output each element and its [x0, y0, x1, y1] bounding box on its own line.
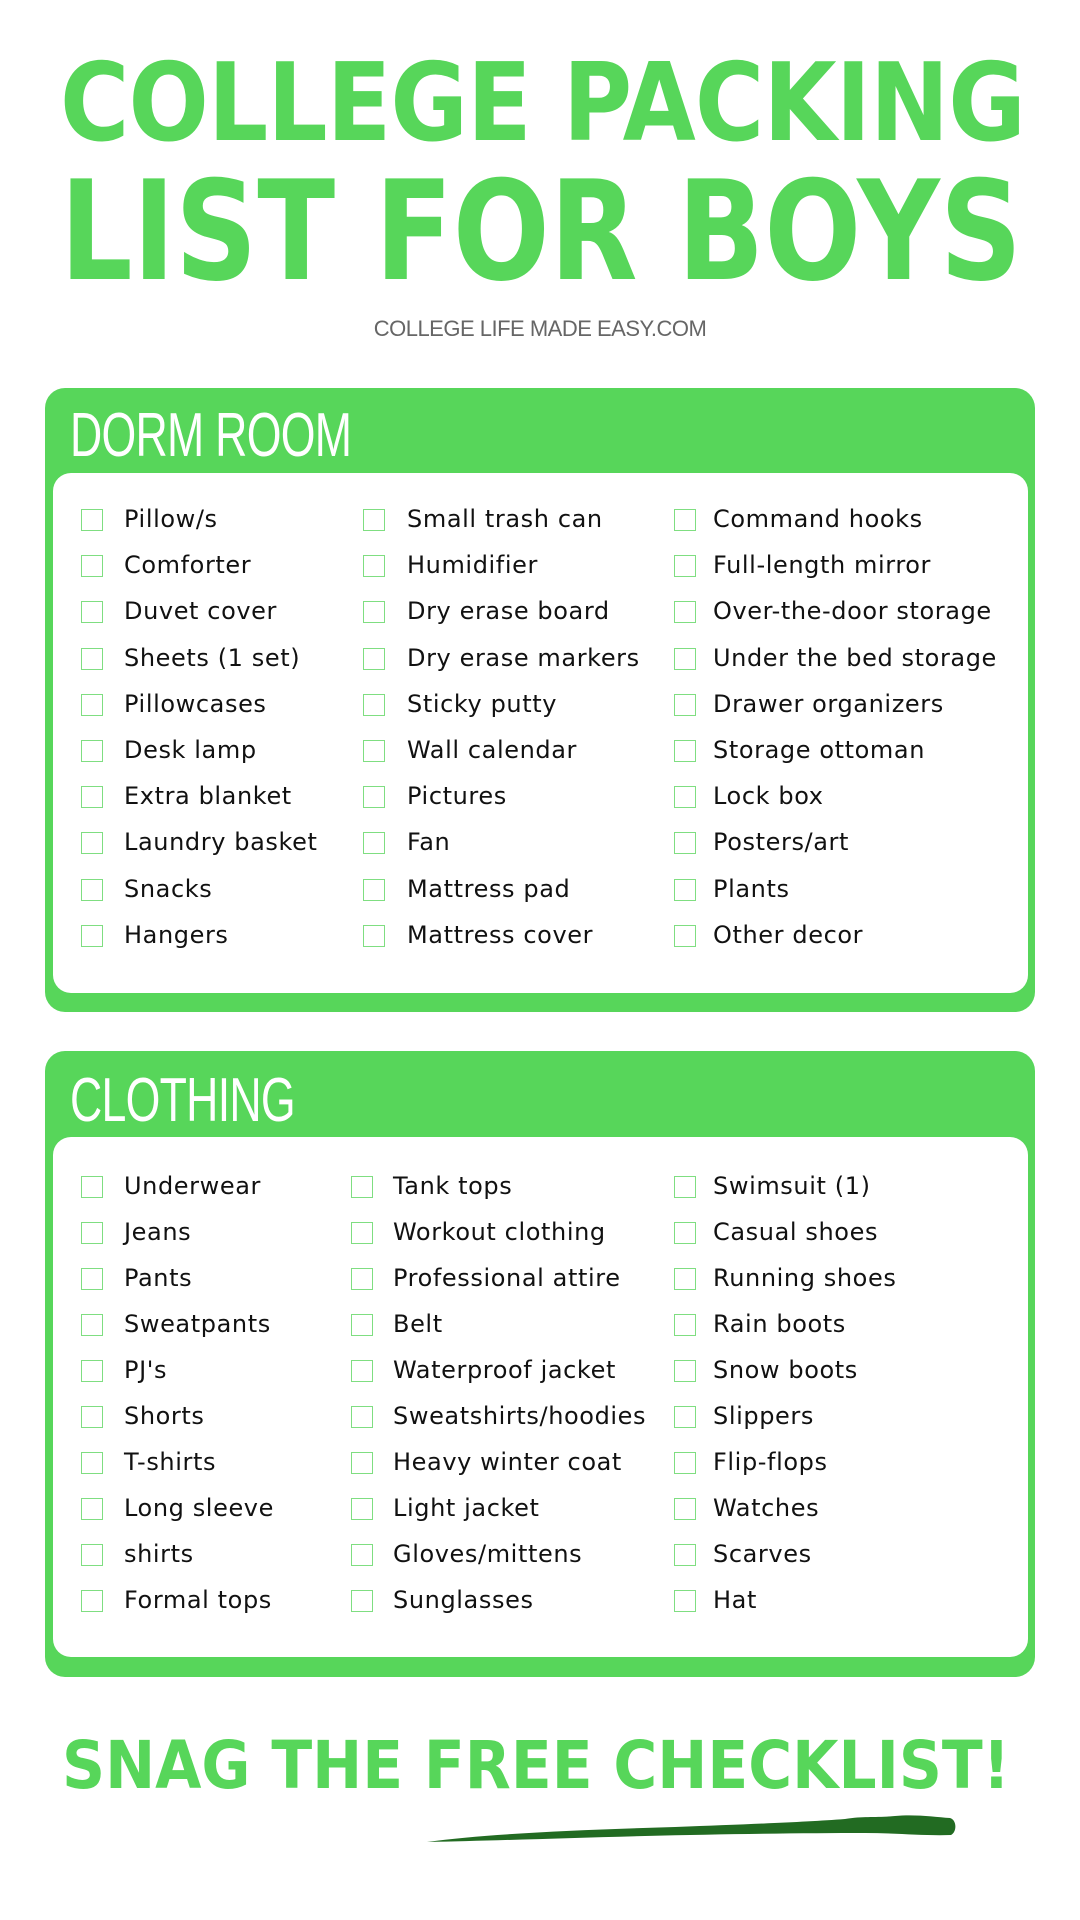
checkbox[interactable] [674, 1268, 696, 1290]
cta-text: SNAG THE FREE CHECKLIST! [62, 1727, 1010, 1804]
checkbox[interactable] [81, 1590, 103, 1612]
checkbox[interactable] [81, 1222, 103, 1244]
checkbox[interactable] [351, 1314, 373, 1336]
checklist-item-label: Sheets (1 set) [124, 644, 301, 672]
checklist-item-label: Dry erase board [407, 597, 610, 625]
checklist-item-label: Snow boots [713, 1356, 858, 1384]
checklist-item-label: Running shoes [713, 1264, 897, 1292]
checkbox[interactable] [363, 832, 385, 854]
checkbox[interactable] [81, 1176, 103, 1198]
checkbox[interactable] [81, 740, 103, 762]
checkbox[interactable] [674, 648, 696, 670]
checklist-item-label: Pictures [407, 782, 507, 810]
checkbox[interactable] [363, 555, 385, 577]
checklist-item-label: Jeans [124, 1218, 192, 1246]
checkbox[interactable] [363, 925, 385, 947]
checklist-item-label: Watches [713, 1494, 820, 1522]
checklist-item-label: Storage ottoman [713, 736, 926, 764]
checkbox[interactable] [674, 925, 696, 947]
checkbox[interactable] [363, 509, 385, 531]
checklist-item-label: shirts [124, 1540, 194, 1568]
checklist-item-label: Pillowcases [124, 690, 267, 718]
checklist-item-label: Desk lamp [124, 736, 257, 764]
checkbox[interactable] [351, 1360, 373, 1382]
checklist-item-label: Hat [713, 1586, 757, 1614]
checklist-clothing [53, 1137, 1028, 1657]
title-text-1: COLLEGE PACKING [60, 41, 1025, 166]
checklist-item-label: Small trash can [407, 505, 603, 533]
checklist-item-label: Waterproof jacket [393, 1356, 616, 1384]
page-title-line-2 [60, 151, 1025, 312]
checklist-item-label: Other decor [713, 921, 864, 949]
checklist-item-label: Tank tops [393, 1172, 513, 1200]
checkbox[interactable] [351, 1544, 373, 1566]
checkbox[interactable] [351, 1268, 373, 1290]
section-title-clothing: CLOTHING [70, 1066, 295, 1135]
checklist-item-label: Hangers [124, 921, 229, 949]
checklist-item-label: Humidifier [407, 551, 538, 579]
checkbox[interactable] [81, 1360, 103, 1382]
checklist-item-label: Plants [713, 875, 790, 903]
checklist-item-label: Under the bed storage [713, 644, 997, 672]
checkbox[interactable] [81, 1544, 103, 1566]
checkbox[interactable] [674, 740, 696, 762]
checklist-item-label: Pants [124, 1264, 193, 1292]
checklist-item-label: Sunglasses [393, 1586, 534, 1614]
checklist-item-label: Pillow/s [124, 505, 218, 533]
checklist-item-label: Slippers [713, 1402, 814, 1430]
checklist-item-label: Heavy winter coat [393, 1448, 622, 1476]
checkbox[interactable] [81, 925, 103, 947]
checklist-item-label: Formal tops [124, 1586, 272, 1614]
checklist-item-label: Posters/art [713, 828, 850, 856]
checklist-item-label: Fan [407, 828, 451, 856]
section-card-dorm-room [45, 388, 1035, 1012]
checkbox[interactable] [81, 879, 103, 901]
checkbox[interactable] [674, 601, 696, 623]
checkbox[interactable] [351, 1590, 373, 1612]
checklist-item-label: Command hooks [713, 505, 923, 533]
checkbox[interactable] [81, 786, 103, 808]
checkbox[interactable] [81, 1268, 103, 1290]
checkbox[interactable] [674, 1406, 696, 1428]
checklist-item-label: Dry erase markers [407, 644, 640, 672]
checkbox[interactable] [674, 832, 696, 854]
checklist-item-label: Full-length mirror [713, 551, 932, 579]
checkbox[interactable] [351, 1498, 373, 1520]
checklist-item-label: Underwear [124, 1172, 262, 1200]
checklist-item-label: Light jacket [393, 1494, 540, 1522]
checkbox[interactable] [674, 1590, 696, 1612]
checklist-item-label: Flip-flops [713, 1448, 828, 1476]
checklist-item-label: T-shirts [124, 1448, 217, 1476]
checklist-item-label: Sweatshirts/hoodies [393, 1402, 647, 1430]
checkbox[interactable] [363, 694, 385, 716]
checkbox[interactable] [674, 1452, 696, 1474]
checklist-item-label: Over-the-door storage [713, 597, 992, 625]
checkbox[interactable] [363, 601, 385, 623]
checklist-item-label: Sticky putty [407, 690, 558, 718]
checklist-item-label: Extra blanket [124, 782, 292, 810]
checkbox[interactable] [81, 648, 103, 670]
checklist-item-label: Wall calendar [407, 736, 578, 764]
checklist-item-label: Casual shoes [713, 1218, 879, 1246]
checklist-item-label: Snacks [124, 875, 213, 903]
checklist-item-label: PJ's [124, 1356, 168, 1384]
checklist-item-label: Lock box [713, 782, 824, 810]
checklist-item-label: Swimsuit (1) [713, 1172, 871, 1200]
checkbox[interactable] [81, 1314, 103, 1336]
checkbox[interactable] [674, 1498, 696, 1520]
checkbox[interactable] [674, 786, 696, 808]
checklist-item-label: Scarves [713, 1540, 812, 1568]
checkbox[interactable] [363, 786, 385, 808]
checklist-item-label: Shorts [124, 1402, 205, 1430]
checkbox[interactable] [363, 740, 385, 762]
checkbox[interactable] [351, 1452, 373, 1474]
checkbox[interactable] [81, 601, 103, 623]
checklist-item-label: Sweatpants [124, 1310, 271, 1338]
checklist-item-label: Gloves/mittens [393, 1540, 583, 1568]
cta-heading[interactable] [62, 1727, 1012, 1804]
checkbox[interactable] [674, 1222, 696, 1244]
checkbox[interactable] [674, 1176, 696, 1198]
checkbox[interactable] [674, 1544, 696, 1566]
checklist-item-label: Workout clothing [393, 1218, 606, 1246]
checkbox[interactable] [674, 1314, 696, 1336]
checkbox[interactable] [351, 1222, 373, 1244]
checklist-dorm-room [53, 473, 1028, 993]
checklist-item-label: Mattress cover [407, 921, 594, 949]
checkbox[interactable] [674, 1360, 696, 1382]
checkbox[interactable] [674, 879, 696, 901]
checkbox[interactable] [674, 694, 696, 716]
section-card-clothing [45, 1051, 1035, 1677]
checkbox[interactable] [363, 879, 385, 901]
checklist-item-label: Rain boots [713, 1310, 846, 1338]
page-title-line-1 [60, 41, 1025, 166]
checkbox[interactable] [81, 832, 103, 854]
site-subtitle: COLLEGE LIFE MADE EASY.COM [373, 316, 707, 341]
title-text-2: LIST FOR BOYS [60, 151, 1022, 312]
checklist-item-label: Mattress pad [407, 875, 571, 903]
checklist-item-label: Professional attire [393, 1264, 621, 1292]
section-title-dorm-room: DORM ROOM [70, 401, 352, 470]
checkbox[interactable] [81, 509, 103, 531]
checkbox[interactable] [351, 1176, 373, 1198]
checkbox[interactable] [81, 694, 103, 716]
checklist-item-label: Belt [393, 1310, 443, 1338]
checkbox[interactable] [81, 1452, 103, 1474]
checkbox[interactable] [81, 555, 103, 577]
checkbox[interactable] [363, 648, 385, 670]
checklist-item-label: Comforter [124, 551, 252, 579]
checklist-item-label: Drawer organizers [713, 690, 944, 718]
checkbox[interactable] [81, 1406, 103, 1428]
brush-underline-decoration [425, 1808, 965, 1848]
checklist-item-label: Laundry basket [124, 828, 318, 856]
checkbox[interactable] [351, 1406, 373, 1428]
checkbox[interactable] [674, 555, 696, 577]
checklist-item-label: Duvet cover [124, 597, 278, 625]
checklist-item-label: Long sleeve [124, 1494, 274, 1522]
checkbox[interactable] [81, 1498, 103, 1520]
checkbox[interactable] [674, 509, 696, 531]
